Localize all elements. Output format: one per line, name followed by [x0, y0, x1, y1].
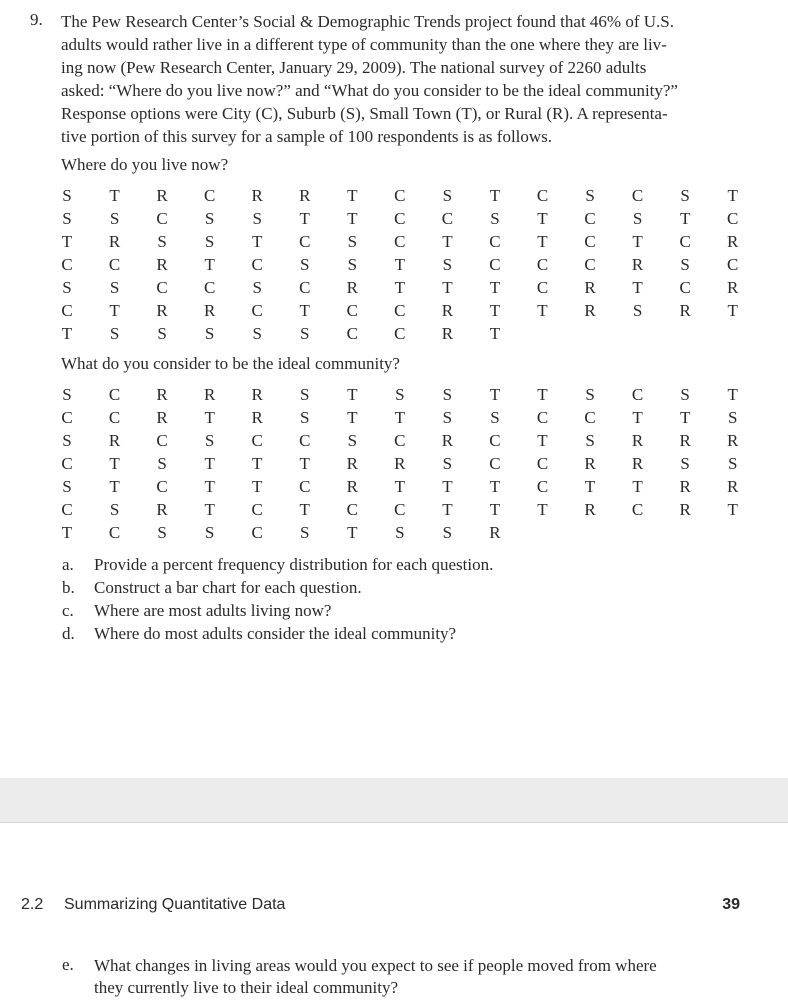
grid-cell: R: [251, 186, 263, 205]
grid-cell: T: [299, 500, 310, 519]
grid-cell: T: [489, 186, 501, 205]
grid-cell: T: [299, 301, 310, 320]
grid-cell: S: [300, 523, 310, 542]
grid-cell: C: [156, 477, 168, 496]
grid-cell: T: [251, 454, 263, 473]
grid-cell: R: [156, 385, 168, 404]
grid-cell: R: [108, 232, 121, 251]
grid-cell: S: [62, 209, 72, 228]
grid-cell: R: [346, 454, 358, 473]
grid-cell: C: [108, 408, 121, 427]
grid-cell: C: [536, 477, 549, 496]
grid-cell: C: [156, 278, 168, 297]
grid-cell: S: [585, 431, 595, 450]
grid-cell: T: [347, 209, 358, 228]
grid-cell: S: [442, 255, 453, 274]
grid-cell: T: [442, 500, 453, 519]
grid-cell: S: [252, 324, 262, 343]
grid-cell: T: [251, 477, 263, 496]
grid-cell: T: [727, 500, 738, 519]
statement-line: The Pew Research Center’s Social & Demographic Trends project found that 46% of U.S.: [61, 12, 674, 31]
grid-cell: S: [442, 408, 453, 427]
grid-cell: R: [631, 431, 644, 450]
grid-cell: S: [300, 255, 310, 274]
grid-cell: C: [299, 431, 311, 450]
grid-cell: S: [157, 324, 167, 343]
grid-cell: T: [537, 209, 548, 228]
grid-cell: R: [727, 278, 739, 297]
statement-line: ing now (Pew Research Center, January 29, 2009). The national survey of 2260 adults: [61, 58, 647, 77]
grid-cell: C: [489, 232, 501, 251]
grid-cell: R: [299, 186, 311, 205]
grid-row: [0, 231, 788, 253]
grid-row: [0, 453, 788, 475]
grid-cell: R: [679, 500, 691, 519]
grid-cell: R: [156, 186, 168, 205]
grid-cell: S: [442, 523, 453, 542]
task-text-line: they currently live to their ideal community?: [94, 978, 399, 997]
grid-cell: S: [109, 324, 120, 343]
grid-cell: C: [299, 232, 311, 251]
grid-cell: T: [489, 278, 501, 297]
question-live-now-label: Where do you live now?: [61, 155, 229, 174]
grid-cell: C: [299, 278, 311, 297]
grid-cell: R: [156, 255, 168, 274]
grid-cell: C: [727, 209, 739, 228]
grid-cell: T: [299, 209, 310, 228]
grid-cell: C: [536, 408, 549, 427]
page-number: 39: [722, 896, 740, 913]
grid-cell: S: [680, 385, 690, 404]
task-label: d.: [62, 624, 75, 643]
grid-cell: T: [61, 324, 73, 343]
grid-cell: S: [585, 186, 595, 205]
grid-cell: S: [347, 431, 358, 450]
grid-cell: T: [727, 186, 738, 205]
section-title: Summarizing Quantitative Data: [64, 896, 286, 913]
grid-row: [0, 208, 788, 230]
grid-cell: C: [203, 186, 216, 205]
grid-cell: S: [680, 454, 690, 473]
grid-cell: C: [346, 324, 358, 343]
task-text: [94, 955, 754, 999]
grid-cell: R: [346, 278, 358, 297]
grid-cell: R: [251, 408, 263, 427]
grid-cell: C: [394, 431, 406, 450]
grid-cell: C: [489, 255, 501, 274]
grid-cell: S: [727, 454, 738, 473]
grid-cell: T: [679, 408, 691, 427]
task-text-line: What changes in living areas would you expect to see if people moved from where: [94, 956, 657, 975]
grid-cell: S: [62, 477, 72, 496]
grid-row: [0, 254, 788, 276]
grid-cell: S: [680, 186, 690, 205]
grid-cell: C: [536, 255, 549, 274]
grid-cell: C: [251, 255, 263, 274]
grid-cell: R: [203, 301, 216, 320]
grid-cell: T: [442, 477, 453, 496]
grid-cell: T: [394, 477, 406, 496]
grid-cell: T: [537, 431, 548, 450]
grid-cell: T: [204, 477, 215, 496]
grid-row: [0, 185, 788, 207]
grid-cell: T: [632, 477, 643, 496]
grid-cell: C: [584, 255, 596, 274]
grid-cell: T: [109, 186, 120, 205]
grid-cell: S: [109, 209, 120, 228]
grid-cell: T: [299, 454, 310, 473]
grid-cell: S: [585, 385, 595, 404]
grid-row: [0, 384, 788, 406]
grid-row: [0, 476, 788, 498]
grid-cell: S: [300, 324, 310, 343]
grid-cell: T: [394, 278, 406, 297]
grid-cell: C: [61, 454, 73, 473]
page-footer: [0, 896, 788, 920]
grid-cell: S: [204, 431, 215, 450]
grid-cell: C: [346, 500, 358, 519]
grid-cell: C: [536, 278, 549, 297]
grid-cell: S: [632, 209, 643, 228]
grid-cell: S: [204, 232, 215, 251]
grid-cell: T: [584, 477, 596, 496]
grid-cell: T: [727, 301, 738, 320]
grid-cell: R: [679, 431, 691, 450]
grid-row: [0, 277, 788, 299]
grid-cell: R: [394, 454, 406, 473]
grid-cell: R: [727, 477, 739, 496]
grid-cell: T: [61, 523, 73, 542]
grid-cell: T: [109, 454, 120, 473]
grid-cell: T: [489, 500, 501, 519]
grid-cell: T: [204, 408, 215, 427]
grid-cell: S: [252, 278, 262, 297]
grid-cell: T: [679, 209, 691, 228]
grid-cell: C: [394, 186, 406, 205]
grid-cell: T: [61, 232, 73, 251]
grid-cell: S: [62, 431, 72, 450]
grid-cell: T: [442, 232, 453, 251]
grid-cell: C: [394, 500, 406, 519]
grid-cell: S: [204, 209, 215, 228]
grid-cell: T: [204, 500, 215, 519]
grid-cell: S: [157, 523, 167, 542]
grid-cell: S: [62, 278, 72, 297]
grid-cell: S: [109, 278, 120, 297]
grid-cell: C: [251, 431, 263, 450]
grid-cell: S: [300, 385, 310, 404]
grid-cell: C: [394, 209, 406, 228]
statement-line: Response options were City (C), Suburb (S), Small Town (T), or Rural (R). A representa-: [61, 104, 668, 123]
task-label: b.: [62, 578, 75, 597]
grid-cell: C: [156, 431, 168, 450]
grid-cell: T: [204, 454, 215, 473]
grid-cell: C: [584, 232, 596, 251]
grid-cell: C: [394, 301, 406, 320]
section-number: 2.2: [21, 896, 44, 913]
grid-cell: S: [109, 500, 120, 519]
grid-cell: S: [347, 255, 358, 274]
grid-cell: C: [299, 477, 311, 496]
grid-cell: S: [204, 324, 215, 343]
grid-cell: C: [584, 209, 596, 228]
grid-cell: R: [631, 454, 644, 473]
task-text: Construct a bar chart for each question.: [94, 578, 362, 597]
task-label: c.: [62, 601, 74, 620]
grid-cell: C: [584, 408, 596, 427]
grid-cell: C: [251, 301, 263, 320]
grid-cell: R: [584, 278, 596, 297]
grid-cell: R: [489, 523, 501, 542]
grid-cell: C: [251, 500, 263, 519]
grid-cell: R: [251, 385, 263, 404]
grid-cell: T: [394, 255, 406, 274]
grid-cell: S: [442, 385, 453, 404]
grid-cell: S: [300, 408, 310, 427]
grid-cell: T: [537, 232, 548, 251]
task-label: e.: [62, 955, 74, 974]
question-ideal-community-label: What do you consider to be the ideal community?: [61, 354, 400, 373]
grid-cell: C: [489, 431, 501, 450]
grid-cell: T: [347, 523, 358, 542]
task-text: Provide a percent frequency distribution for each question.: [94, 555, 494, 574]
grid-cell: T: [632, 408, 643, 427]
grid-cell: R: [346, 477, 358, 496]
problem-statement: [61, 10, 751, 148]
grid-cell: S: [632, 301, 643, 320]
grid-cell: S: [347, 232, 358, 251]
grid-cell: S: [442, 454, 453, 473]
grid-cell: T: [442, 278, 453, 297]
grid-cell: T: [204, 255, 215, 274]
grid-cell: T: [537, 301, 548, 320]
grid-cell: C: [489, 454, 501, 473]
grid-cell: C: [441, 209, 454, 228]
grid-cell: T: [537, 385, 548, 404]
grid-cell: C: [536, 454, 549, 473]
grid-cell: R: [156, 301, 168, 320]
grid-cell: C: [61, 255, 73, 274]
task-text: Where do most adults consider the ideal community?: [94, 624, 457, 643]
grid-cell: T: [489, 385, 501, 404]
grid-cell: T: [394, 408, 406, 427]
statement-line: adults would rather live in a different type of community than the one where they are liv-: [61, 35, 667, 54]
grid-cell: C: [394, 324, 406, 343]
problem-number: 9.: [30, 10, 43, 29]
grid-cell: T: [109, 301, 120, 320]
grid-cell: S: [727, 408, 738, 427]
grid-cell: C: [203, 278, 216, 297]
grid-cell: R: [441, 324, 454, 343]
grid-cell: T: [109, 477, 120, 496]
grid-row: [0, 430, 788, 452]
grid-cell: C: [631, 500, 644, 519]
grid-cell: S: [157, 232, 167, 251]
grid-cell: R: [203, 385, 216, 404]
grid-cell: C: [61, 408, 73, 427]
grid-cell: C: [61, 301, 73, 320]
task-label: a.: [62, 555, 74, 574]
grid-cell: T: [537, 500, 548, 519]
grid-cell: R: [584, 454, 596, 473]
grid-cell: R: [441, 301, 454, 320]
grid-cell: T: [489, 477, 501, 496]
grid-cell: C: [679, 232, 691, 251]
grid-cell: S: [157, 454, 167, 473]
grid-cell: R: [584, 500, 596, 519]
grid-cell: C: [679, 278, 691, 297]
grid-cell: C: [108, 385, 121, 404]
grid-cell: R: [727, 431, 739, 450]
grid-cell: S: [490, 408, 500, 427]
grid-cell: T: [347, 385, 358, 404]
grid-cell: S: [490, 209, 500, 228]
grid-row: [0, 499, 788, 521]
grid-cell: S: [395, 385, 405, 404]
grid-row: [0, 323, 788, 345]
grid-cell: S: [62, 385, 72, 404]
grid-cell: R: [679, 301, 691, 320]
grid-cell: T: [489, 301, 501, 320]
grid-cell: C: [727, 255, 739, 274]
statement-line: asked: “Where do you live now?” and “What do you consider to be the ideal community?”: [61, 81, 678, 100]
grid-cell: T: [347, 186, 358, 205]
grid-cell: T: [489, 324, 501, 343]
grid-cell: T: [632, 278, 643, 297]
grid-cell: C: [61, 500, 73, 519]
grid-cell: C: [631, 385, 644, 404]
grid-cell: S: [204, 523, 215, 542]
grid-cell: S: [395, 523, 405, 542]
grid-cell: C: [156, 209, 168, 228]
grid-row: [0, 407, 788, 429]
grid-cell: S: [680, 255, 690, 274]
grid-cell: S: [442, 186, 453, 205]
grid-cell: R: [727, 232, 739, 251]
grid-cell: T: [347, 408, 358, 427]
grid-cell: T: [632, 232, 643, 251]
grid-cell: R: [584, 301, 596, 320]
task-text: Where are most adults living now?: [94, 601, 332, 620]
grid-cell: C: [394, 232, 406, 251]
grid-cell: C: [108, 523, 121, 542]
grid-cell: R: [156, 408, 168, 427]
grid-cell: T: [251, 232, 263, 251]
grid-cell: R: [631, 255, 644, 274]
page-break-band: [0, 778, 788, 823]
grid-cell: T: [727, 385, 738, 404]
grid-cell: C: [631, 186, 644, 205]
statement-line: tive portion of this survey for a sample of 100 respondents is as follows.: [61, 127, 553, 146]
grid-cell: C: [108, 255, 121, 274]
grid-cell: R: [679, 477, 691, 496]
grid-cell: C: [536, 186, 549, 205]
grid-cell: R: [156, 500, 168, 519]
grid-cell: R: [441, 431, 454, 450]
grid-cell: R: [108, 431, 121, 450]
grid-row: [0, 522, 788, 544]
grid-row: [0, 300, 788, 322]
grid-cell: S: [62, 186, 72, 205]
grid-cell: C: [251, 523, 263, 542]
grid-cell: C: [346, 301, 358, 320]
grid-cell: S: [252, 209, 262, 228]
